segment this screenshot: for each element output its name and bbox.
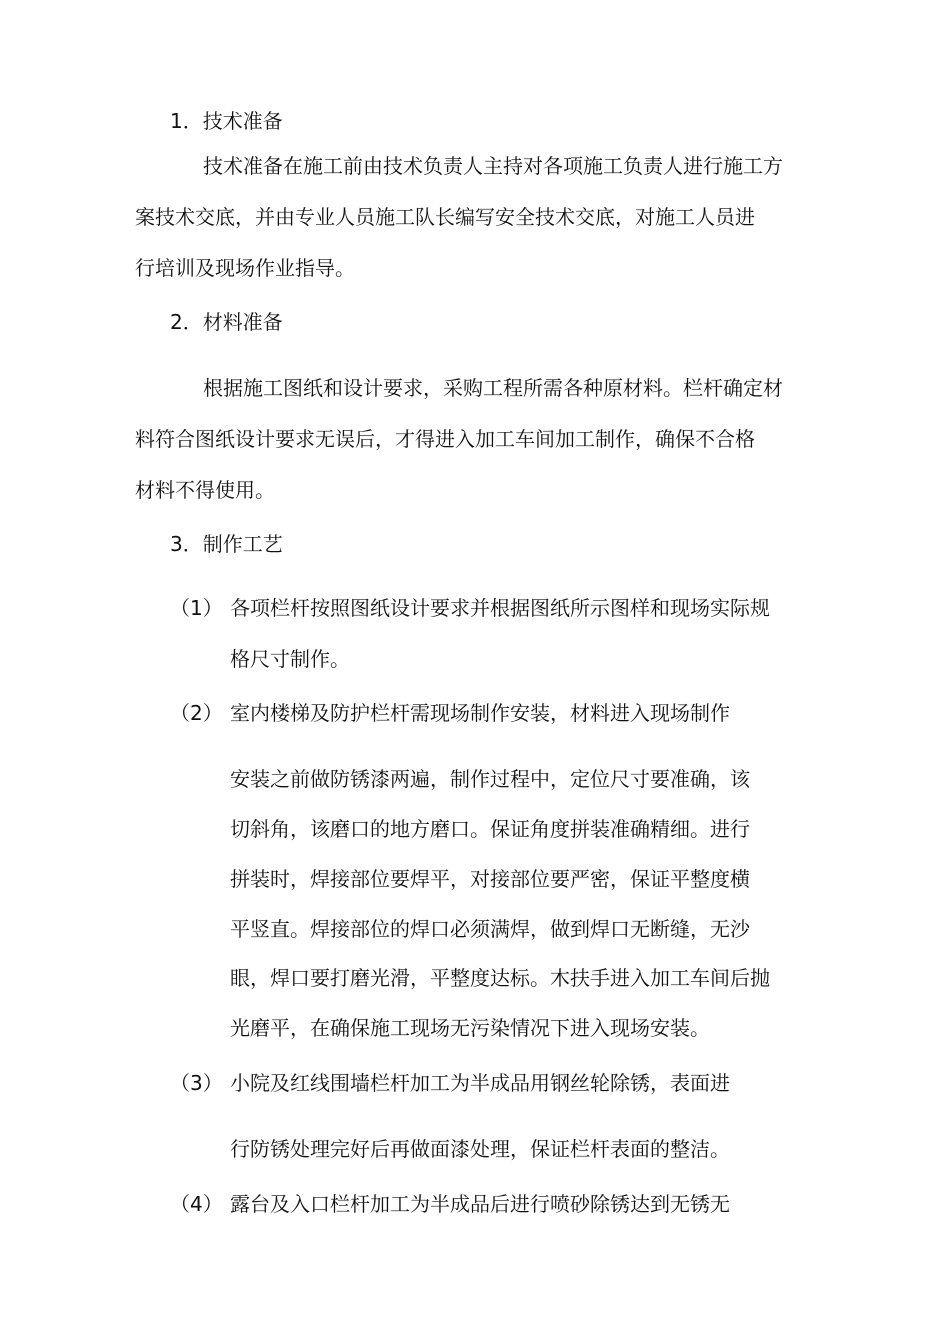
- list-item-marker: （3）: [170, 1071, 223, 1095]
- list-item-marker: （4）: [170, 1192, 223, 1216]
- paragraph-line: 材料不得使用。: [135, 478, 275, 502]
- list-item-line: 室内楼梯及防护栏杆需现场制作安装，材料进入现场制作: [230, 701, 730, 725]
- list-item-line: 眼，焊口要打磨光滑，平整度达标。木扶手进入加工车间后抛: [230, 966, 770, 990]
- list-item-line: 小院及红线围墙栏杆加工为半成品用钢丝轮除锈，表面进: [230, 1071, 730, 1095]
- list-item-line: 格尺寸制作。: [230, 647, 350, 671]
- list-item-line: 切斜角，该磨口的地方磨口。保证角度拼装准确精细。进行: [230, 817, 750, 841]
- list-item-marker: （2）: [170, 701, 223, 725]
- section-heading-2: 2．材料准备: [170, 310, 283, 334]
- list-item-line: 拼装时，焊接部位要焊平，对接部位要严密，保证平整度横: [230, 867, 750, 891]
- list-item-line: 各项栏杆按照图纸设计要求并根据图纸所示图样和现场实际规: [230, 596, 770, 620]
- paragraph-line: 技术准备在施工前由技术负责人主持对各项施工负责人进行施工方: [203, 154, 783, 178]
- list-item-marker: （1）: [170, 596, 223, 620]
- section-heading-1: 1．技术准备: [170, 109, 283, 133]
- list-item-line: 行防锈处理完好后再做面漆处理，保证栏杆表面的整洁。: [230, 1137, 730, 1161]
- section-heading-3: 3．制作工艺: [170, 532, 283, 556]
- paragraph-line: 行培训及现场作业指导。: [135, 256, 355, 280]
- paragraph-line: 料符合图纸设计要求无误后，才得进入加工车间加工制作，确保不合格: [135, 427, 755, 451]
- list-item-line: 露台及入口栏杆加工为半成品后进行喷砂除锈达到无锈无: [230, 1192, 730, 1216]
- list-item-line: 光磨平，在确保施工现场无污染情况下进入现场安装。: [230, 1016, 710, 1040]
- list-item-line: 安装之前做防锈漆两遍，制作过程中，定位尺寸要准确，该: [230, 767, 750, 791]
- paragraph-line: 案技术交底，并由专业人员施工队长编写安全技术交底，对施工人员进: [135, 205, 755, 229]
- paragraph-line: 根据施工图纸和设计要求，采购工程所需各种原材料。栏杆确定材: [203, 376, 783, 400]
- list-item-line: 平竖直。焊接部位的焊口必须满焊，做到焊口无断缝，无沙: [230, 917, 750, 941]
